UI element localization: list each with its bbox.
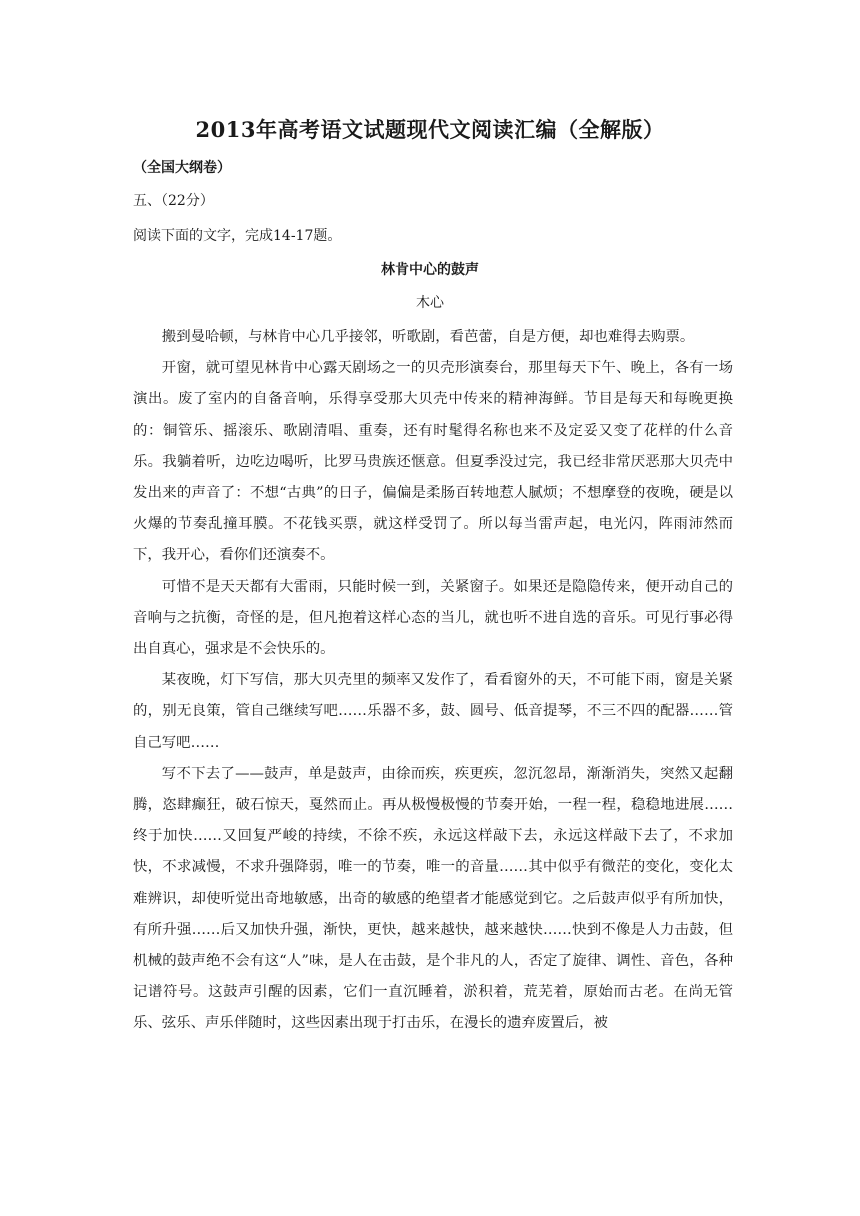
section-label: （全国大纲卷） [133,160,231,176]
article-paragraph: 开窗，就可望见林肯中心露天剧场之一的贝壳形演奏台，那里每天下午、晚上，各有一场演出。废了室内的自备音响，乐得享受那大贝壳中传来的精神海鲜。节目是每天和每晚更换的：铜管乐、摇滚乐、歌剧清唱、重奏，还有时髦得名称也来不及定妥又变了花样的什么音乐。我躺着听，边吃边喝听，比罗马贵族还惬意。但夏季没过完，我已经非常厌恶那大贝壳中发出来的声音了：不想“古典”的日子，偏偏是柔肠百转地惹人腻烦；不想摩登的夜晚，硬是以火爆的节奏乱撞耳膜。不花钱买票，就这样受罚了。所以每当雷声起，电光闪，阵雨沛然而下，我开心，看你们还演奏不。 [133,360,733,564]
article-title: 林肯中心的鼓声 [381,262,479,278]
document-title: 2013年高考语文试题现代文阅读汇编（全解版） [195,117,665,142]
article-paragraph: 可惜不是天天都有大雷雨，只能时候一到，关紧窗子。如果还是隐隐传来，便开动自己的音响与之抗衡，奇怪的是，但凡抱着这样心态的当儿，就也听不进自选的音乐。可见行事必得出自真心，强求是不会快乐的。 [133,578,733,658]
article-body [133,322,733,1040]
article-paragraph: 写不下去了——鼓声，单是鼓声，由徐而疾，疾更疾，忽沉忽昂，渐渐消失，突然又起翻腾，恣肆癫狂，破石惊天，戛然而止。再从极慢极慢的节奏开始，一程一程，稳稳地进展……终于加快……又回复严峻的持续，不徐不疾，永远这样敲下去，永远这样敲下去了，不求加快，不求减慢，不求升强降弱，唯一的节奏，唯一的音量……其中似乎有微茫的变化，变化太难辨识，却使听觉出奇地敏感，出奇的敏感的绝望者才能感觉到它。之后鼓声似乎有所加快，有所升强……后又加快升强，渐快，更快，越来越快，越来越快……快到不像是人力击鼓，但机械的鼓声绝不会有这“人”味，是人在击鼓，是个非凡的人，否定了旋律、调性、音色，各种记谱符号。这鼓声引醒的因素，它们一直沉睡着，淤积着，荒芜着，原始而古老。在尚无管乐、弦乐、声乐伴随时，这些因素出现于打击乐，在漫长的遗弃废置后，被 [133,765,733,1032]
article-author: 木心 [416,295,444,311]
question-header: 五、（22分） [133,193,214,209]
reading-instruction: 阅读下面的文字，完成14-17题。 [133,228,342,244]
article-paragraph: 搬到曼哈顿，与林肯中心几乎接邻，听歌剧，看芭蕾，自是方便，却也难得去购票。 [161,329,695,345]
article-paragraph: 某夜晚，灯下写信，那大贝壳里的频率又发作了，看看窗外的天，不可能下雨，窗是关紧的，别无良策，管自己继续写吧……乐器不多，鼓、圆号、低音提琴，不三不四的配器……管自己写吧…… [133,672,733,751]
